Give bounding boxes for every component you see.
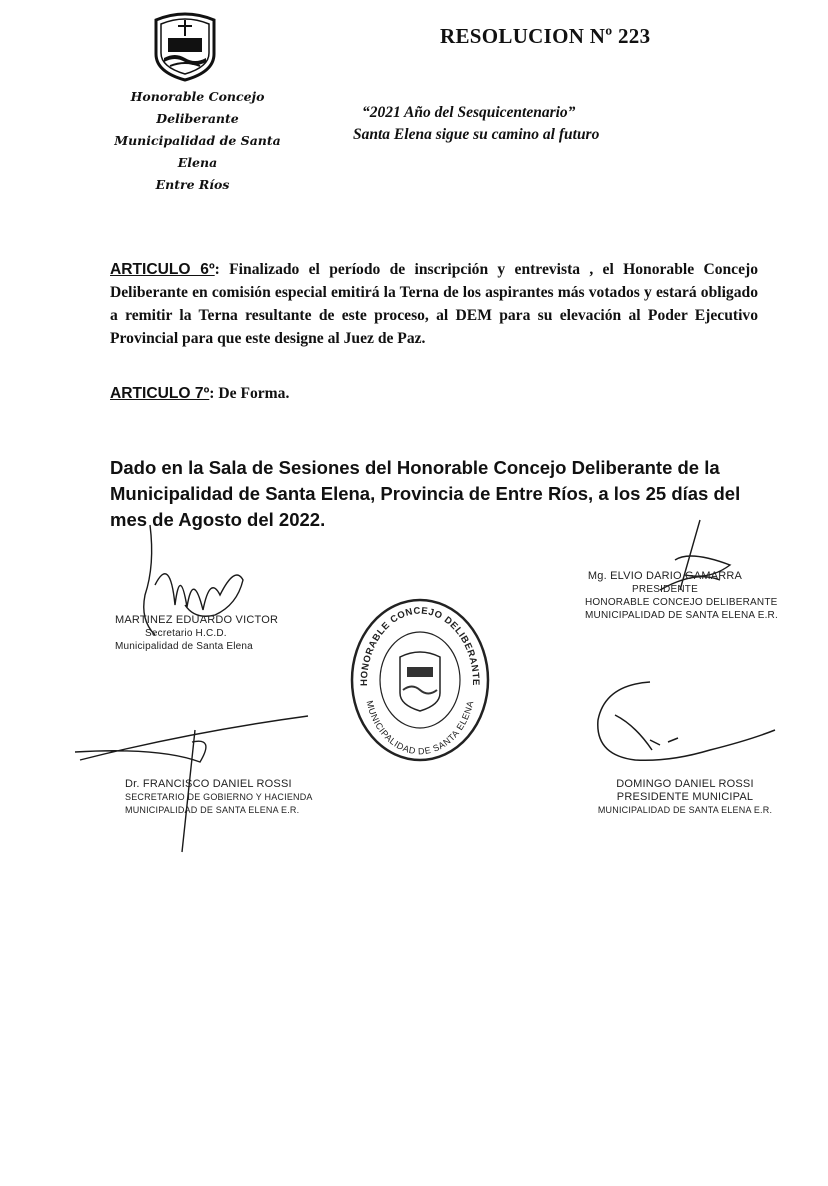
signer-name: Mg. ELVIO DARIO GAMARRA xyxy=(587,570,743,582)
signature-block-secretary-hcd xyxy=(115,614,278,653)
article-6-heading: ARTICULO 6º xyxy=(110,261,215,278)
coat-of-arms-logo xyxy=(150,10,220,82)
article-6-text: : Finalizado el período de inscripción y entrevista , el Honorable Concejo Deliberante en comisión especial emitirá la Terna de los aspirantes más votados y estará obligado a remitir la Terna resultante de este proceso, al DEM para su elevación al Poder Ejecutivo Provincial para que este designe al Juez de Paz. xyxy=(110,261,759,347)
signer-org: Municipalidad de Santa Elena xyxy=(115,641,253,652)
signer-name: Dr. FRANCISCO DANIEL ROSSI xyxy=(125,778,292,790)
official-seal xyxy=(345,595,495,765)
org-name-line2: Municipalidad de Santa Elena xyxy=(114,133,281,170)
signer-name: MARTINEZ EDUARDO VICTOR xyxy=(115,614,279,626)
article-6 xyxy=(110,258,758,350)
signer-org: MUNICIPALIDAD DE SANTA ELENA E.R. xyxy=(125,805,300,815)
seal-bottom-text: MUNICIPALIDAD DE SANTA ELENA xyxy=(364,699,476,757)
article-7 xyxy=(110,382,758,405)
signer-role: Secretario H.C.D. xyxy=(145,628,227,639)
seal-top-text: HONORABLE CONCEJO DELIBERANTE xyxy=(358,605,482,687)
motto-line1: “2021 Año del Sesquicentenario” xyxy=(362,104,576,121)
signer-role: PRESIDENTE xyxy=(632,584,698,595)
article-7-text: : De Forma. xyxy=(209,385,290,402)
signature-block-municipal-president xyxy=(590,778,780,817)
resolution-title: RESOLUCION Nº 223 xyxy=(440,24,651,48)
signer-org: HONORABLE CONCEJO DELIBERANTE xyxy=(585,597,778,608)
org-name-line1: Honorable Concejo Deliberante xyxy=(130,89,265,126)
signature-block-secretary-government xyxy=(125,778,313,817)
signer-role: PRESIDENTE MUNICIPAL xyxy=(616,791,754,803)
signer-org: MUNICIPALIDAD DE SANTA ELENA E.R. xyxy=(597,805,773,815)
motto-line2: Santa Elena sigue su camino al futuro xyxy=(353,126,600,143)
signature-block-president-hcd xyxy=(585,570,778,622)
signer-role: SECRETARIO DE GOBIERNO Y HACIENDA xyxy=(125,792,313,802)
article-7-heading: ARTICULO 7º xyxy=(110,385,210,402)
signer-name: DOMINGO DANIEL ROSSI xyxy=(616,778,754,790)
closing-statement: Dado en la Sala de Sesiones del Honorable Concejo Deliberante de la Municipalidad de Santa Elena, Provincia de Entre Ríos, a los 25 días del mes de Agosto del 2022. xyxy=(110,457,741,530)
org-name-line3: Entre Ríos xyxy=(155,177,230,192)
signer-municipality: MUNICIPALIDAD DE SANTA ELENA E.R. xyxy=(585,610,778,621)
handwritten-signature xyxy=(590,680,780,780)
